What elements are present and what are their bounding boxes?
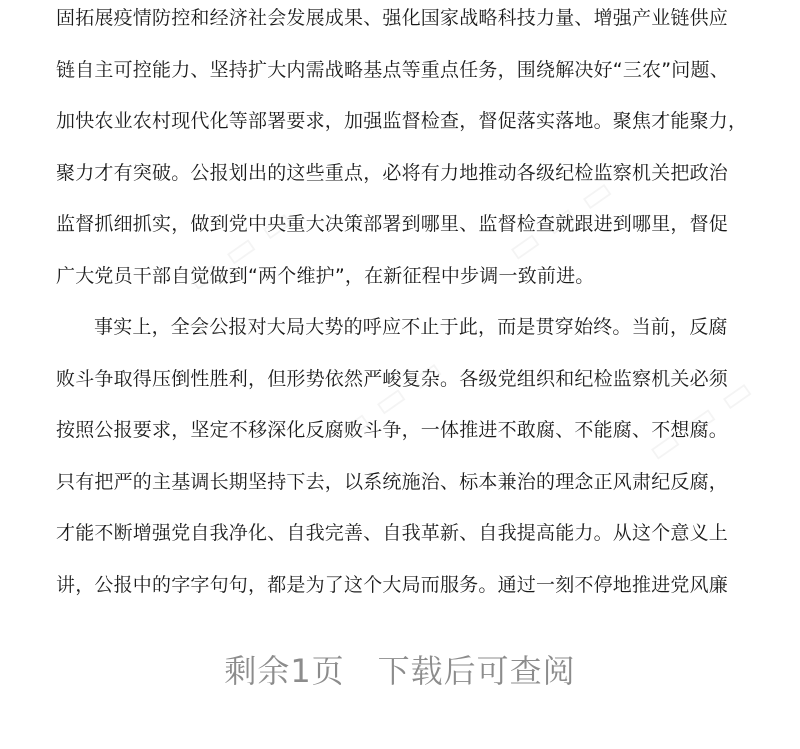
text-line: 讲，公报中的字字句句，都是为了这个大局而服务。通过一刻不停地推进党风廉: [56, 573, 729, 596]
text-line: 监督抓细抓实，做到党中央重大决策部署到哪里、监督检查就跟进到哪里，督促: [56, 213, 729, 235]
text-line: 才能不断增强党自我净化、自我完善、自我革新、自我提高能力。从这个意义上: [56, 522, 729, 544]
text-line: 败斗争取得压倒性胜利，但形势依然严峻复杂。各级党组织和纪检监察机关必须: [56, 367, 729, 390]
text-line: 只有把严的主基调长期坚持下去，以系统施治、标本兼治的理念正风肃纪反腐，: [56, 470, 729, 493]
paragraph-start-line: 事实上，全会公报对大局大势的呼应不止于此，而是贯穿始终。当前，反腐: [94, 316, 728, 338]
text-line: 链自主可控能力、坚持扩大内需战略基点等重点任务，围绕解决好“三农”问题、: [56, 58, 729, 81]
text-line: 加快农业农村现代化等部署要求，加强监督检查，督促落实落地。聚焦才能聚力，: [56, 110, 748, 132]
text-line: 固拓展疫情防控和经济社会发展成果、强化国家战略科技力量、增强产业链供应: [56, 7, 729, 29]
document-body: [56, 0, 746, 611]
text-line: 广大党员干部自觉做到“两个维护”，在新征程中步调一致前进。: [56, 264, 595, 287]
text-line: 聚力才有突破。公报划出的这些重点，必将有力地推动各级纪检监察机关把政治: [56, 161, 729, 184]
remaining-pages-download-prompt[interactable]: 剩余1页 下载后可查阅: [224, 652, 576, 690]
text-line: 按照公报要求，坚定不移深化反腐败斗争，一体推进不敢腐、不能腐、不想腐。: [56, 419, 729, 441]
